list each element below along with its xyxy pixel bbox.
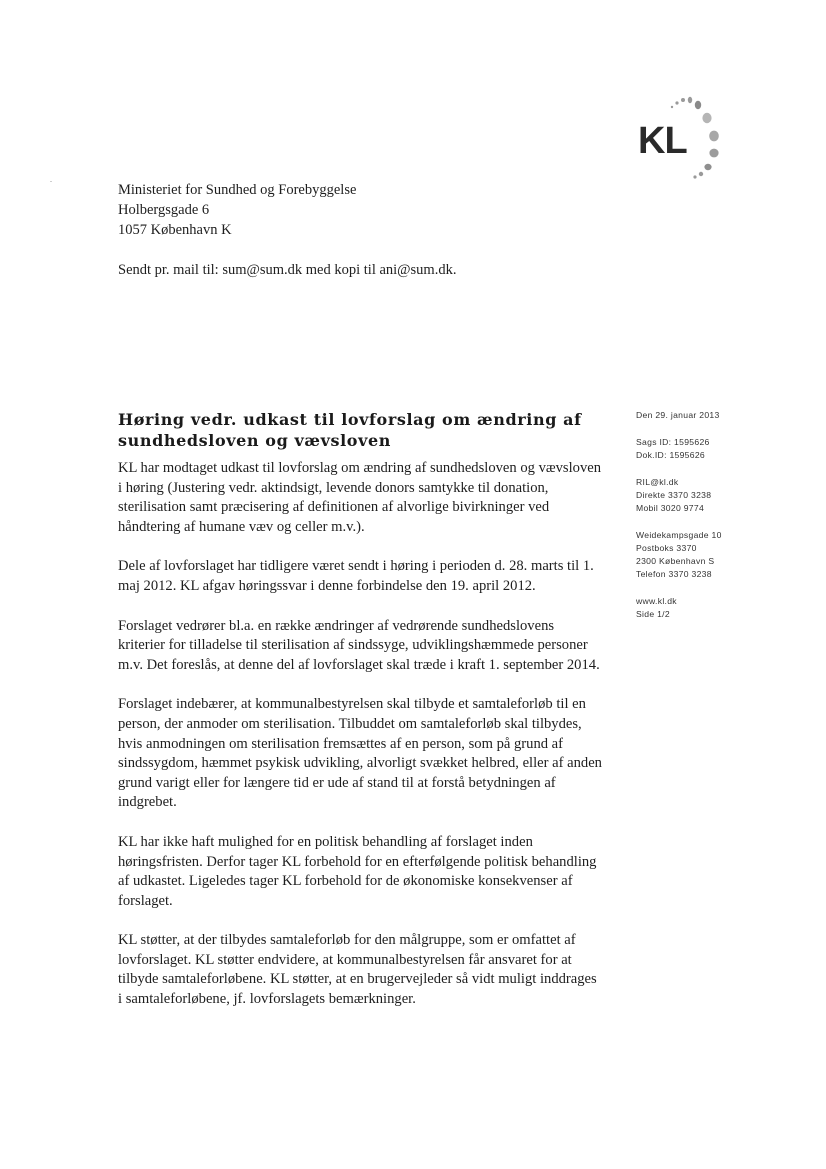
paragraph: Dele af lovforslaget har tidligere været sendt i høring i perioden d. 28. marts til 1. maj 2012. KL afgav høringssvar i denne forbindelse den 19. april 2012. [118,558,594,594]
postal-city: 2300 København S [636,556,715,566]
letter-date: Den 29. januar 2013 [636,410,720,420]
street-address: Weidekampsgade 10 [636,530,722,540]
letter-body [118,459,603,1030]
paragraph: Forslaget vedrører bl.a. en række ændringer af vedrørende sundhedslovens kriterier for tilladelse til sterilisation af sindssyge, udviklingshæmmede personer m.v. Det foreslås, at denne del af lovforslaget skal træde i kraft 1. september 2014. [118,617,600,673]
website: www.kl.dk [636,596,677,606]
main-phone: Telefon 3370 3238 [636,569,712,579]
contact-email: RIL@kl.dk [636,477,679,487]
document-title: Høring vedr. udkast til lovforslag om ændring af sundhedsloven og vævsloven [118,410,582,450]
dok-id: Dok.ID: 1595626 [636,450,705,460]
sent-line: Sendt pr. mail til: sum@sum.dk med kopi til ani@sum.dk. [118,262,457,278]
recipient-address [118,180,356,240]
direct-phone: Direkte 3370 3238 [636,490,712,500]
recipient-street: Holbergsgade 6 [118,202,210,218]
sidebar-info [636,409,776,621]
kl-logo [632,96,728,186]
logo-text: KL [638,120,687,162]
mobile-phone: Mobil 3020 9774 [636,503,705,513]
recipient-name: Ministeriet for Sundhed og Forebyggelse [118,182,357,198]
paragraph: KL har modtaget udkast til lovforslag om ændring af sundhedsloven og vævsloven i høring (Justering vedr. aktindsigt, levende donors samtykke til donation, sterilisation samt præcisering af definitionen af alvorlige bivirkninger ved håndtering af humane væv og celler m.v.). [118,460,602,535]
sags-id: Sags ID: 1595626 [636,437,710,447]
paragraph: Forslaget indebærer, at kommunalbestyrelsen skal tilbyde et samtaleforløb til en person, der anmoder om sterilisation. Tilbuddet om samtaleforløb skal tilbydes, hvis anmodningen om sterilisation fremsættes af en person, som på grund af sindssygdom, hæmmet psykisk udvikling, alvorligt svækket helbred, eller af anden grund varigt eller for længere tid er ude af stand til at forstå betydningen af indgrebet. [118,696,602,811]
scan-speck [50,181,52,182]
page-number: Side 1/2 [636,609,670,619]
paragraph: KL har ikke haft mulighed for en politisk behandling af forslaget inden høringsfristen. Derfor tager KL forbehold for en efterfølgende politisk behandling af udkastet. Ligeledes tager KL forbehold for de økonomiske konsekvenser af forslaget. [118,833,597,909]
po-box: Postboks 3370 [636,543,697,553]
paragraph: KL støtter, at der tilbydes samtaleforløb for den målgruppe, som er omfattet af lovforslaget. KL støtter endvidere, at kommunalbestyrelsen får ansvaret for at tilbyde samtaleforløbene. KL støtter, at en brugervejleder så vidt muligt inddrages i samtaleforløbene, jf. lovforslagets bemærkninger. [118,932,597,1008]
recipient-city: 1057 København K [118,222,232,238]
